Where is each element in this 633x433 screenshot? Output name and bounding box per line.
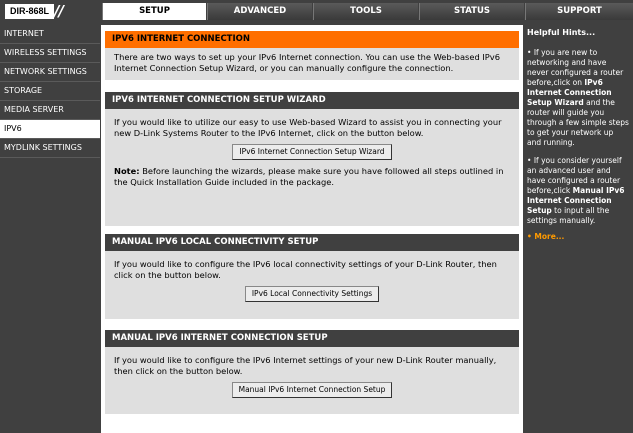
more-link[interactable]: • More... [527,232,565,241]
sidebar [0,25,100,158]
sidebar-item-storage[interactable]: STORAGE [0,82,100,101]
manual-setup-button[interactable]: Manual IPv6 Internet Connection Setup [232,382,393,398]
sidebar-item-wireless-settings[interactable]: WIRELESS SETTINGS [0,44,100,63]
note-text: Before launching the wizards, please make sure you have followed all steps outlined in the Quick Installation Guide included in the package. [114,166,504,187]
main-content [101,25,523,433]
sidebar-item-mydlink-settings[interactable]: MYDLINK SETTINGS [0,139,100,158]
sidebar-item-internet[interactable]: INTERNET [0,25,100,44]
wizard-section [105,92,519,226]
note-label: Note: [114,166,140,176]
bullet-icon: • [527,156,532,165]
setup-wizard-button[interactable]: IPv6 Internet Connection Setup Wizard [232,144,391,160]
tab-support[interactable]: SUPPORT [525,3,633,20]
hint-2: • If you consider yourself an advanced user and have configured a router before,click Manual IPv6 Internet Connection Setup to input all the settings manually. [527,156,625,225]
intro-text: There are two ways to set up your IPv6 Internet connection. You can use the Web-based IPv6 Internet Connection Setup Wizard, or you can manually configure the connection. [114,52,500,73]
intro-title: IPV6 INTERNET CONNECTION [105,31,519,48]
tab-tools[interactable]: TOOLS [313,3,418,20]
sidebar-item-media-server[interactable]: MEDIA SERVER [0,101,100,120]
tab-status[interactable]: STATUS [419,3,524,20]
top-bar [0,0,633,22]
bullet-icon: • [527,232,532,241]
local-connectivity-button[interactable]: IPv6 Local Connectivity Settings [245,286,379,302]
logo-slash-icon: // [54,2,63,20]
tab-advanced[interactable]: ADVANCED [207,3,312,20]
tab-setup[interactable]: SETUP [102,3,206,20]
bullet-icon: • [527,48,532,57]
manual-text: If you would like to configure the IPv6 Internet settings of your new D-Link Router manually, then click on the button below. [114,355,497,376]
manual-title: MANUAL IPV6 INTERNET CONNECTION SETUP [105,330,519,347]
local-text: If you would like to configure the IPv6 local connectivity settings of your D-Link Router, then click on the button below. [114,259,497,280]
model-label: DIR-868L [5,4,54,19]
local-title: MANUAL IPV6 LOCAL CONNECTIVITY SETUP [105,234,519,251]
wizard-text: If you would like to utilize our easy to use Web-based Wizard to assist you in connecting your new D-Link Systems Router to the IPv6 Internet, click on the button below. [114,117,502,138]
intro-section [105,31,519,80]
wizard-note [114,166,510,188]
hint-1: • If you are new to networking and have never configured a router before,click on IPv6 Internet Connection Setup Wizard and the router will guide you through a few simple steps to get your network up and running. [527,48,629,147]
helpful-hints-panel [524,25,633,433]
sidebar-item-ipv6[interactable]: IPV6 [0,120,100,139]
local-section [105,234,519,319]
hints-title: Helpful Hints... [527,28,596,37]
wizard-title: IPV6 INTERNET CONNECTION SETUP WIZARD [105,92,519,109]
sidebar-item-network-settings[interactable]: NETWORK SETTINGS [0,63,100,82]
logo [2,3,98,20]
manual-section [105,330,519,414]
